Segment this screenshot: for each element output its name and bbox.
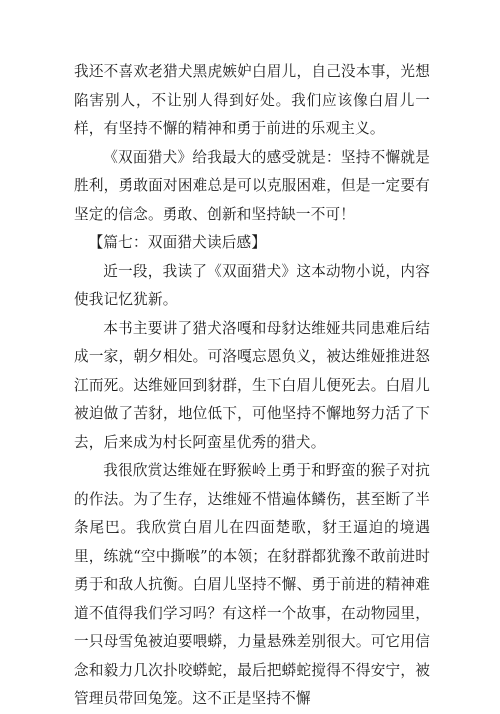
paragraph-summary: 本书主要讲了猎犬洛嘎和母豺达维娅共同患难后结成一家，朝夕相处。可洛嘎忘恩负义，被达维娅推进怒江而死。达维娅回到豺群，生下白眉儿便死去。白眉儿被迫做了苦豺，地位低下，可他坚持不懈地努力活了下去，后来成为村长阿蛮星优秀的猎犬。 — [74, 319, 430, 451]
section-heading: 【篇七：双面猎犬读后感】 — [88, 234, 267, 251]
document-body — [74, 58, 430, 714]
paragraph-main-feeling: 《双面猎犬》给我最大的感受就是：坚持不懈就是胜利，勇敢面对困难总是可以克服困难，但是一定要有坚定的信念。勇敢、创新和坚持缺一不可！ — [74, 148, 430, 223]
paragraph-admiration: 我很欣赏达维娅在野猴岭上勇于和野蛮的猴子对抗的作法。为了生存，达维娅不惜遍体鳞伤，甚至断了半条尾巴。我欣赏白眉儿在四面楚歌，豺王逼迫的境遇里，练就“空中撕喉”的本领；在豺群都犹豫不敢前进时勇于和敌人抗衡。白眉儿坚持不懈、勇于前进的精神难道不值得我们学习吗？有这样一个故事，在动物园里，一只母雪兔被迫要喂蟒，力量悬殊差别很大。可它用信念和毅力几次扑咬蟒蛇，最后把蟒蛇搅得不得安宁，被管理员带回兔笼。这不正是坚持不懈 — [74, 462, 430, 707]
paragraph-intro: 近一段，我读了《双面猎犬》这本动物小说，内容使我记忆犹新。 — [74, 262, 430, 308]
paragraph-jealousy: 我还不喜欢老猎犬黑虎嫉妒白眉儿，自己没本事，光想陷害别人，不让别人得到好处。我们应该像白眉儿一样，有坚持不懈的精神和勇于前进的乐观主义。 — [74, 63, 430, 137]
